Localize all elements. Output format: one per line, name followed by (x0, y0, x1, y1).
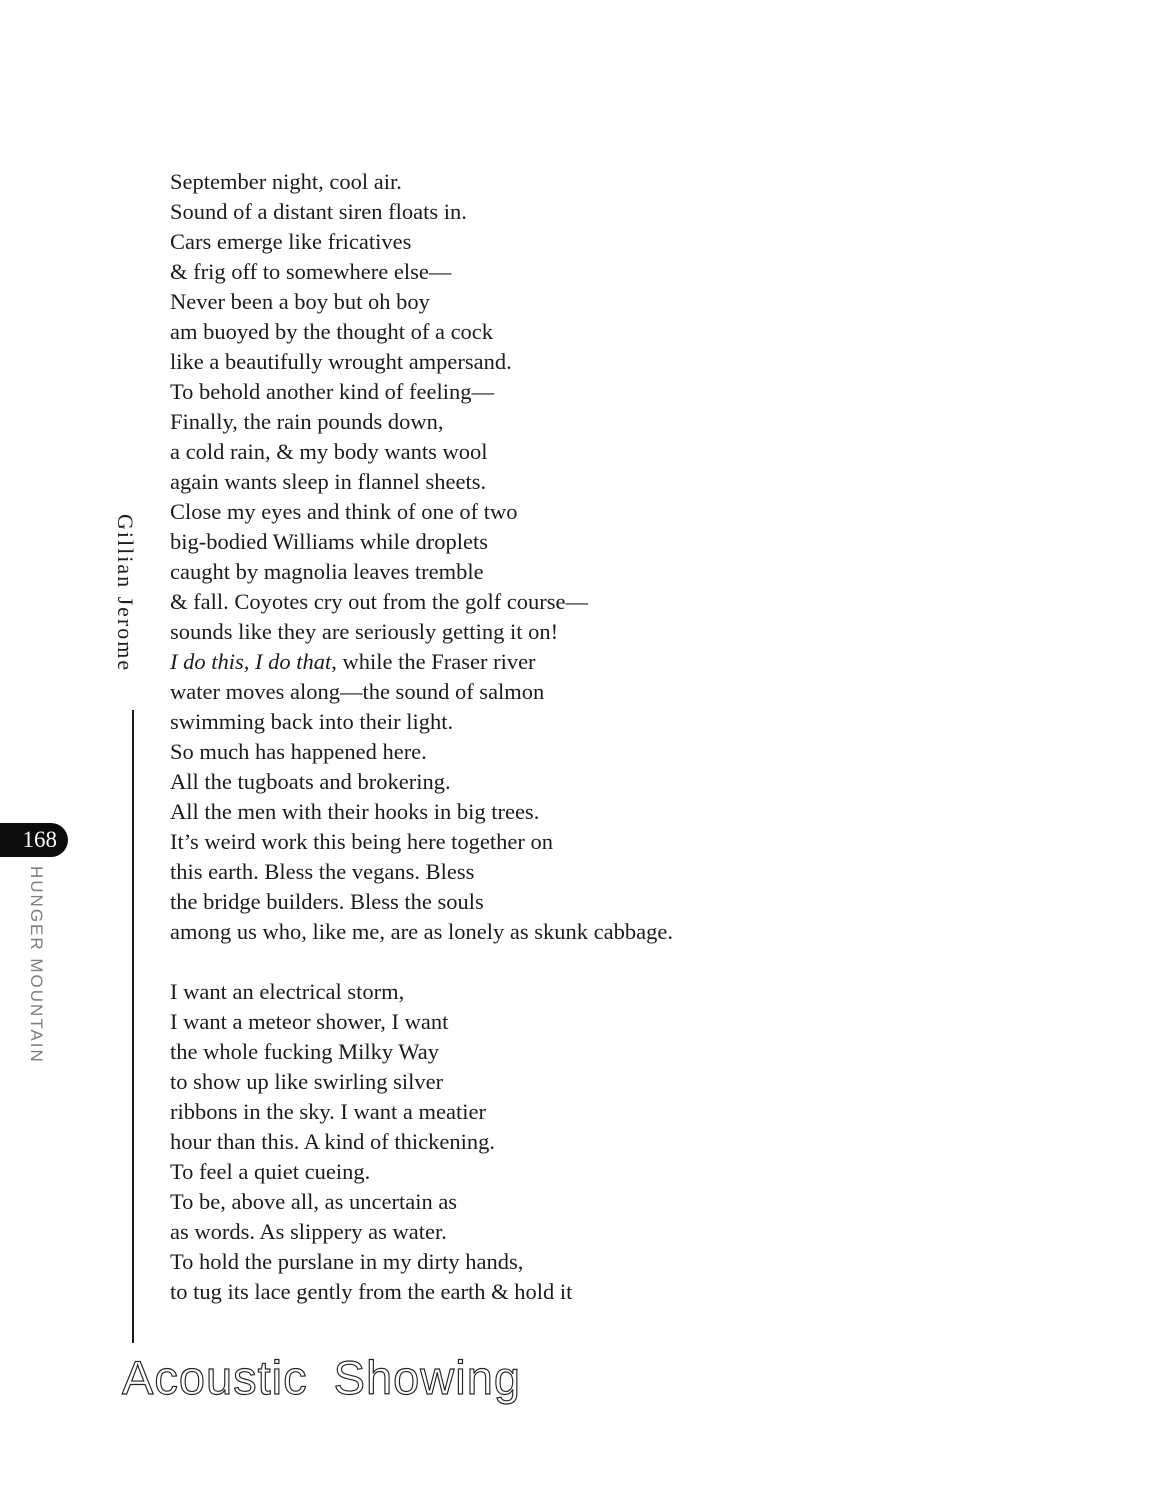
poem-line: I want an electrical storm, (170, 979, 405, 1004)
poem-line: ribbons in the sky. I want a meatier (170, 1099, 486, 1124)
author-name-vertical: Gillian Jerome (113, 514, 138, 673)
poem-line: & fall. Coyotes cry out from the golf course— (170, 589, 589, 614)
poem-line: hour than this. A kind of thickening. (170, 1129, 495, 1154)
poem-line: Cars emerge like fricatives (170, 229, 412, 254)
poem-line: big-bodied Williams while droplets (170, 529, 489, 554)
vertical-rule (132, 710, 134, 1343)
poem-line: To feel a quiet cueing. (170, 1159, 371, 1184)
poem-line: To be, above all, as uncertain as (170, 1189, 458, 1214)
poem-line: like a beautifully wrought ampersand. (170, 349, 512, 374)
poem-line: am buoyed by the thought of a cock (170, 319, 494, 344)
poem-line: the bridge builders. Bless the souls (170, 889, 484, 914)
poem-line: So much has happened here. (170, 739, 427, 764)
poem-stanza (170, 167, 673, 947)
poem-line: to tug its lace gently from the earth & hold it (170, 1279, 573, 1304)
poem-line: water moves along—the sound of salmon (170, 679, 545, 704)
poem-line: September night, cool air. (170, 169, 402, 194)
poem-line: To behold another kind of feeling— (170, 379, 494, 404)
poem-line: swimming back into their light. (170, 709, 454, 734)
poem-line: I want a meteor shower, I want (170, 1009, 449, 1034)
poem-line: Close my eyes and think of one of two (170, 499, 518, 524)
poem-line: Finally, the rain pounds down, (170, 409, 444, 434)
poem-title: Acoustic Showing (122, 1351, 521, 1404)
journal-name-vertical: HUNGER MOUNTAIN (27, 866, 46, 1064)
poem-line: It’s weird work this being here together on (170, 829, 554, 854)
poem-line: to show up like swirling silver (170, 1069, 444, 1094)
poem-line: All the men with their hooks in big trees. (170, 799, 540, 824)
poem-line: sounds like they are seriously getting it on! (170, 619, 559, 644)
page-number-badge: 168 (0, 823, 68, 857)
poem-line: Never been a boy but oh boy (170, 289, 430, 314)
poem-line: & frig off to somewhere else— (170, 259, 452, 284)
poem-line: I do this, I do that, while the Fraser river (170, 649, 536, 674)
poem-line: a cold rain, & my body wants wool (170, 439, 488, 464)
poem-line: again wants sleep in flannel sheets. (170, 469, 487, 494)
poem-line: this earth. Bless the vegans. Bless (170, 859, 475, 884)
poem-line: All the tugboats and brokering. (170, 769, 451, 794)
poem-line: the whole fucking Milky Way (170, 1039, 439, 1064)
poem-body (170, 167, 673, 1307)
poem-line: To hold the purslane in my dirty hands, (170, 1249, 524, 1274)
poem-line: caught by magnolia leaves tremble (170, 559, 484, 584)
poem-line: Sound of a distant siren floats in. (170, 199, 467, 224)
poem-line: as words. As slippery as water. (170, 1219, 447, 1244)
poem-line: among us who, like me, are as lonely as skunk cabbage. (170, 919, 673, 944)
poem-stanza (170, 977, 673, 1307)
